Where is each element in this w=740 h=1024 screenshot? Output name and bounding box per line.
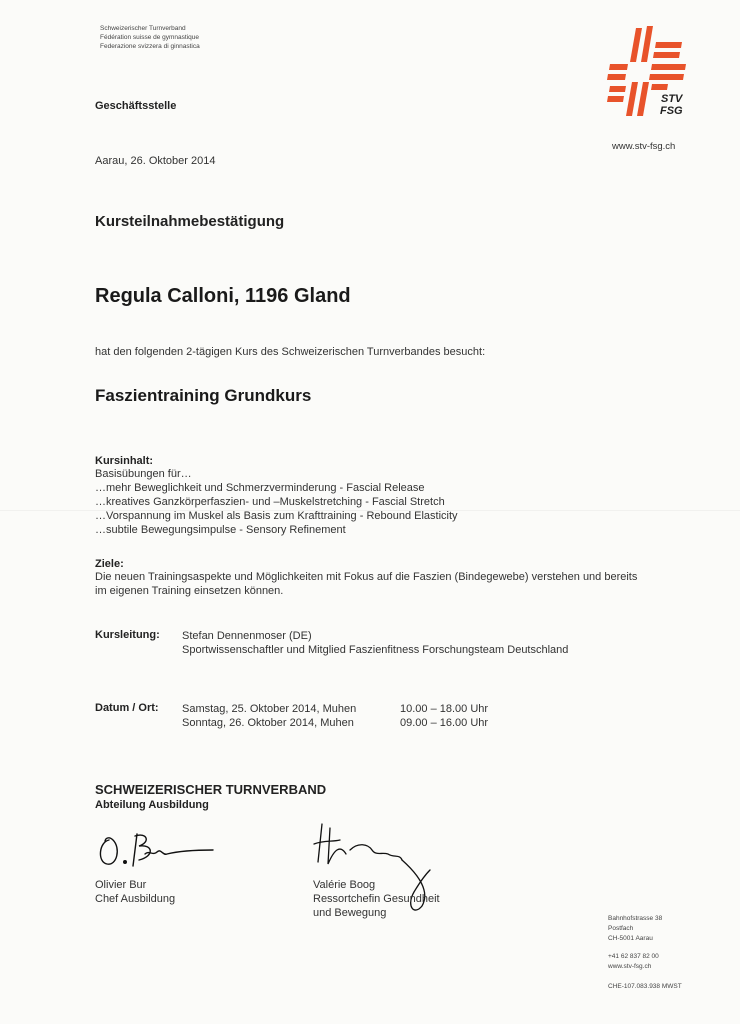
document-title: Kursteilnahmebestätigung — [95, 213, 285, 230]
org-name-de: Schweizerischer Turnverband — [100, 25, 186, 32]
address-phone: +41 62 837 82 00 — [608, 953, 659, 960]
office-label: Geschäftsstelle — [95, 100, 177, 112]
signer-role: und Bewegung — [313, 907, 387, 919]
goals-label: Ziele: — [95, 558, 124, 570]
content-lead: Basisübungen für… — [95, 468, 192, 480]
dates-days — [182, 702, 356, 730]
address-vat: CHE-107.083.938 MWST — [608, 983, 682, 990]
content-item: …Vorspannung im Muskel als Basis zum Krafttraining - Rebound Elasticity — [95, 510, 458, 522]
org-name-it: Federazione svizzera di ginnastica — [100, 43, 200, 50]
address-street: Bahnhofstrasse 38 — [608, 915, 663, 922]
goals-section — [95, 558, 695, 598]
org-name-fr: Fédération suisse de gymnastique — [100, 34, 200, 41]
signer-role: Ressortchefin Gesundheit — [313, 893, 440, 905]
leader-label: Kursleitung: — [95, 629, 160, 641]
leader-description: Sportwissenschaftler und Mitglied Faszienfitness Forschungsteam Deutschland — [182, 644, 569, 656]
signer-role: Chef Ausbildung — [95, 893, 176, 905]
signer-name: Valérie Boog — [313, 879, 376, 891]
goals-line: Die neuen Trainingsaspekte und Möglichkeiten mit Fokus auf die Faszien (Bindegewebe) verstehen und bereits — [95, 571, 638, 583]
address-box: Postfach — [608, 925, 634, 932]
course-content-section — [95, 455, 655, 537]
goals-line: im eigenen Training einsetzen können. — [95, 585, 284, 597]
course-title: Faszientraining Grundkurs — [95, 386, 312, 405]
signature-olivier-bur — [95, 826, 225, 874]
stv-logo — [606, 24, 692, 124]
signer-valerie-boog — [313, 878, 440, 920]
footer-organization: SCHWEIZERISCHER TURNVERBAND — [95, 782, 327, 797]
organization-header — [100, 24, 200, 51]
leader-details — [182, 629, 568, 657]
dates-times — [400, 702, 488, 730]
content-item: …mehr Beweglichkeit und Schmerzverminderung - Fascial Release — [95, 482, 425, 494]
content-item: …kreatives Ganzkörperfaszien- und –Muskelstretching - Fascial Stretch — [95, 496, 445, 508]
stv-cross-logo-icon — [606, 24, 692, 124]
intro-text: hat den folgenden 2-tägigen Kurs des Schweizerischen Turnverbandes besucht: — [95, 346, 486, 358]
logo-text-stv: STV — [661, 93, 683, 105]
content-label: Kursinhalt: — [95, 455, 154, 467]
date-day: Samstag, 25. Oktober 2014, Muhen — [182, 703, 357, 715]
dates-label: Datum / Ort: — [95, 702, 159, 714]
date-time: 09.00 – 16.00 Uhr — [400, 717, 489, 729]
content-item: …subtile Bewegungsimpulse - Sensory Refinement — [95, 524, 346, 536]
website-link[interactable]: www.stv-fsg.ch — [612, 141, 676, 152]
footer-department: Abteilung Ausbildung — [95, 799, 209, 811]
participant-name: Regula Calloni, 1196 Gland — [95, 285, 351, 307]
address-block — [608, 914, 682, 992]
signer-name: Olivier Bur — [95, 879, 147, 891]
date-day: Sonntag, 26. Oktober 2014, Muhen — [182, 717, 354, 729]
signer-olivier-bur — [95, 878, 175, 906]
address-city: CH-5001 Aarau — [608, 935, 653, 942]
date-time: 10.00 – 18.00 Uhr — [400, 703, 489, 715]
address-web[interactable]: www.stv-fsg.ch — [608, 963, 652, 970]
logo-text-fsg: FSG — [660, 105, 683, 117]
letter-date: Aarau, 26. Oktober 2014 — [95, 155, 216, 167]
leader-name: Stefan Dennenmoser (DE) — [182, 630, 312, 642]
